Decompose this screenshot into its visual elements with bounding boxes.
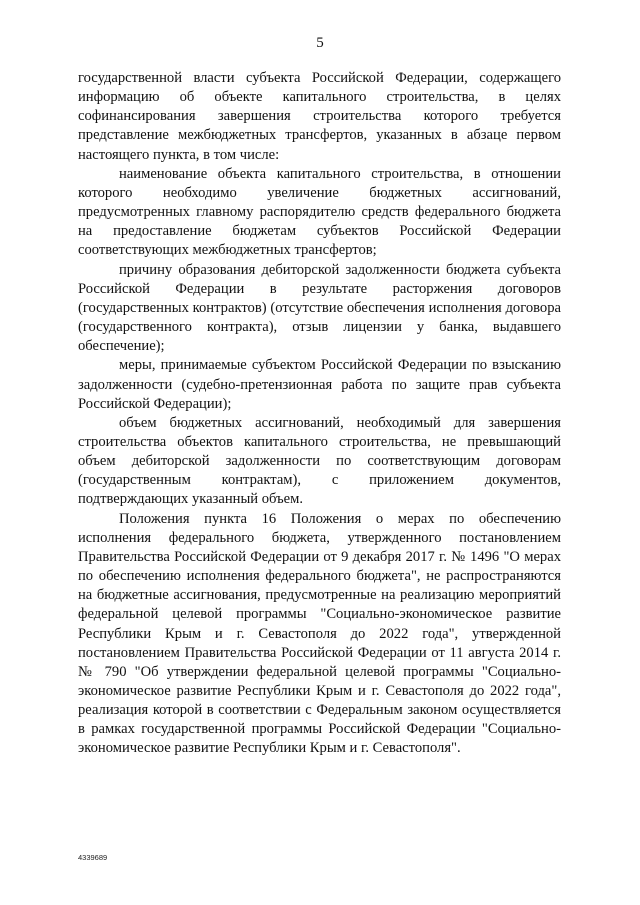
page-number: 5	[316, 35, 324, 51]
paragraph-continuation: государственной власти субъекта Российской Федерации, содержащего информацию об объекте капитального строительства, в целях софинансирования завершения строительства которого требуется представление межбюджетных трансфертов, указанных в абзаце первом настоящего пункта, в том числе:	[78, 70, 561, 163]
document-body	[78, 69, 561, 759]
paragraph-allocation-volume: объем бюджетных ассигнований, необходимый для завершения строительства объектов капитального строительства, не превышающий объем дебиторской задолженности по соответствующим договорам (государственным контрактам), с приложением документов, подтверждающих указанный объем.	[78, 414, 561, 508]
paragraph-provisions-exemption: Положения пункта 16 Положения о мерах по обеспечению исполнения федерального бюджета, утвержденного постановлением Правительства Российской Федерации от 9 декабря 2017 г. № 1496 "О мерах по обеспечению исполнения федерального бюджета", не распространяются на бюджетные ассигнования, предусмотренные на реализацию мероприятий федеральной целевой программы "Социально-экономическое развитие Республики Крым и г. Севастополя до 2022 года", утвержденной постановлением Правительства Российской Федерации от 11 августа 2014 г. № 790 "Об утверждении федеральной целевой программы "Социально-экономическое развитие Республики Крым и г. Севастополя до 2022 года", реализация которой в соответствии с Федеральным законом осуществляется в рамках государственной программы Российской Федерации "Социально-экономическое развитие Республики Крым и г. Севастополя".	[78, 510, 561, 757]
paragraph-debt-reason: причину образования дебиторской задолженности бюджета субъекта Российской Федерации в результате расторжения договоров (государственных контрактов) (отсутствие обеспечения исполнения договора (государственного контракта), отзыв лицензии у банка, выдавшего обеспечение);	[78, 261, 561, 355]
paragraph-recovery-measures: меры, принимаемые субъектом Российской Федерации по взысканию задолженности (судебно-претензионная работа по защите прав субъекта Российской Федерации);	[78, 357, 561, 412]
document-id: 4339689	[78, 853, 108, 862]
paragraph-object-name: наименование объекта капитального строительства, в отношении которого необходимо увеличение бюджетных ассигнований, предусмотренных главному распорядителю средств федерального бюджета на предоставление бюджетам субъектов Российской Федерации соответствующих межбюджетных трансфертов;	[78, 165, 561, 259]
